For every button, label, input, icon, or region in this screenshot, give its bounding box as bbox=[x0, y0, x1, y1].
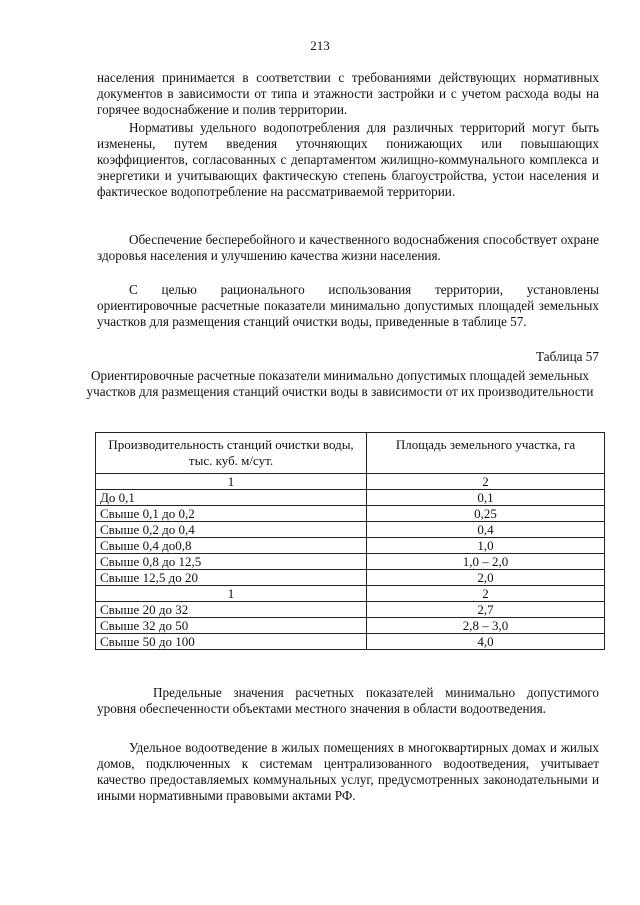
paragraph-consumption-norms: Нормативы удельного водопотребления для различных территорий могут быть изменены, путем введения уточняющих понижающих или повышающих коэффициентов, согласованных с департаментом жилищно-коммунального комплекса и энергетики и учитывающих фактическую степень благоустройства, устои населения и фактическое водопотребление на рассматриваемой территории. bbox=[97, 120, 599, 199]
cell-area: 1,0 bbox=[367, 538, 605, 554]
paragraph-water-supply-quality: Обеспечение бесперебойного и качественного водоснабжения способствует охране здоровья населения и улучшению качества жизни населения. bbox=[97, 232, 599, 263]
cell-area: 2 bbox=[367, 586, 605, 602]
paragraph-land-use: С целью рационального использования территории, установлены ориентировочные расчетные показатели минимально допустимых площадей земельных участков для размещения станций очистки воды, приведенные в таблице 57. bbox=[97, 282, 599, 329]
table-label: Таблица 57 bbox=[536, 349, 599, 364]
cell-area: 0,4 bbox=[367, 522, 605, 538]
table-header-row bbox=[96, 433, 605, 474]
table-row bbox=[96, 522, 605, 538]
cell-capacity: 1 bbox=[96, 474, 367, 490]
table-row bbox=[96, 490, 605, 506]
paragraph-water-consumption: населения принимается в соответствии с требованиями действующих нормативных документов в зависимости от типа и этажности застройки и с учетом расхода воды на горячее водоснабжение и полив территории. bbox=[97, 70, 599, 117]
cell-capacity: Свыше 50 до 100 bbox=[96, 634, 367, 650]
cell-area: 0,25 bbox=[367, 506, 605, 522]
cell-area: 0,1 bbox=[367, 490, 605, 506]
cell-capacity: Свыше 0,4 до0,8 bbox=[96, 538, 367, 554]
table-row bbox=[96, 506, 605, 522]
land-area-table bbox=[95, 432, 605, 650]
cell-capacity: Свыше 0,2 до 0,4 bbox=[96, 522, 367, 538]
table-row bbox=[96, 570, 605, 586]
cell-area: 2,8 – 3,0 bbox=[367, 618, 605, 634]
table-row bbox=[96, 554, 605, 570]
cell-area: 2,0 bbox=[367, 570, 605, 586]
cell-capacity: Свыше 32 до 50 bbox=[96, 618, 367, 634]
cell-area: 2 bbox=[367, 474, 605, 490]
header-station-capacity: Производительность станций очистки воды, тыс. куб. м/сут. bbox=[96, 433, 367, 474]
page-number: 213 bbox=[310, 38, 330, 53]
cell-capacity: Свыше 12,5 до 20 bbox=[96, 570, 367, 586]
table-row bbox=[96, 474, 605, 490]
table-row bbox=[96, 618, 605, 634]
cell-capacity: Свыше 0,1 до 0,2 bbox=[96, 506, 367, 522]
table-row bbox=[96, 602, 605, 618]
paragraph-drainage-limits: Предельные значения расчетных показателей минимально допустимого уровня обеспеченности объектами местного значения в области водоотведения. bbox=[97, 685, 599, 716]
paragraph-drainage-norms: Удельное водоотведение в жилых помещениях в многоквартирных домах и жилых домов, подключенных к системам централизованного водоотведения, учитывает качество предоставляемых коммунальных услуг, предусмотренных законодательными и иными нормативными правовыми актами РФ. bbox=[97, 740, 599, 803]
cell-capacity: Свыше 20 до 32 bbox=[96, 602, 367, 618]
table-row bbox=[96, 538, 605, 554]
table-row bbox=[96, 634, 605, 650]
header-land-area: Площадь земельного участка, га bbox=[367, 433, 605, 474]
table-row bbox=[96, 586, 605, 602]
cell-area: 2,7 bbox=[367, 602, 605, 618]
table-body bbox=[96, 474, 605, 650]
cell-area: 1,0 – 2,0 bbox=[367, 554, 605, 570]
cell-capacity: До 0,1 bbox=[96, 490, 367, 506]
cell-capacity: Свыше 0,8 до 12,5 bbox=[96, 554, 367, 570]
cell-capacity: 1 bbox=[96, 586, 367, 602]
table-title: Ориентировочные расчетные показатели минимально допустимых площадей земельных участков для размещения станций очистки воды в зависимости от их производительности bbox=[86, 368, 594, 399]
cell-area: 4,0 bbox=[367, 634, 605, 650]
